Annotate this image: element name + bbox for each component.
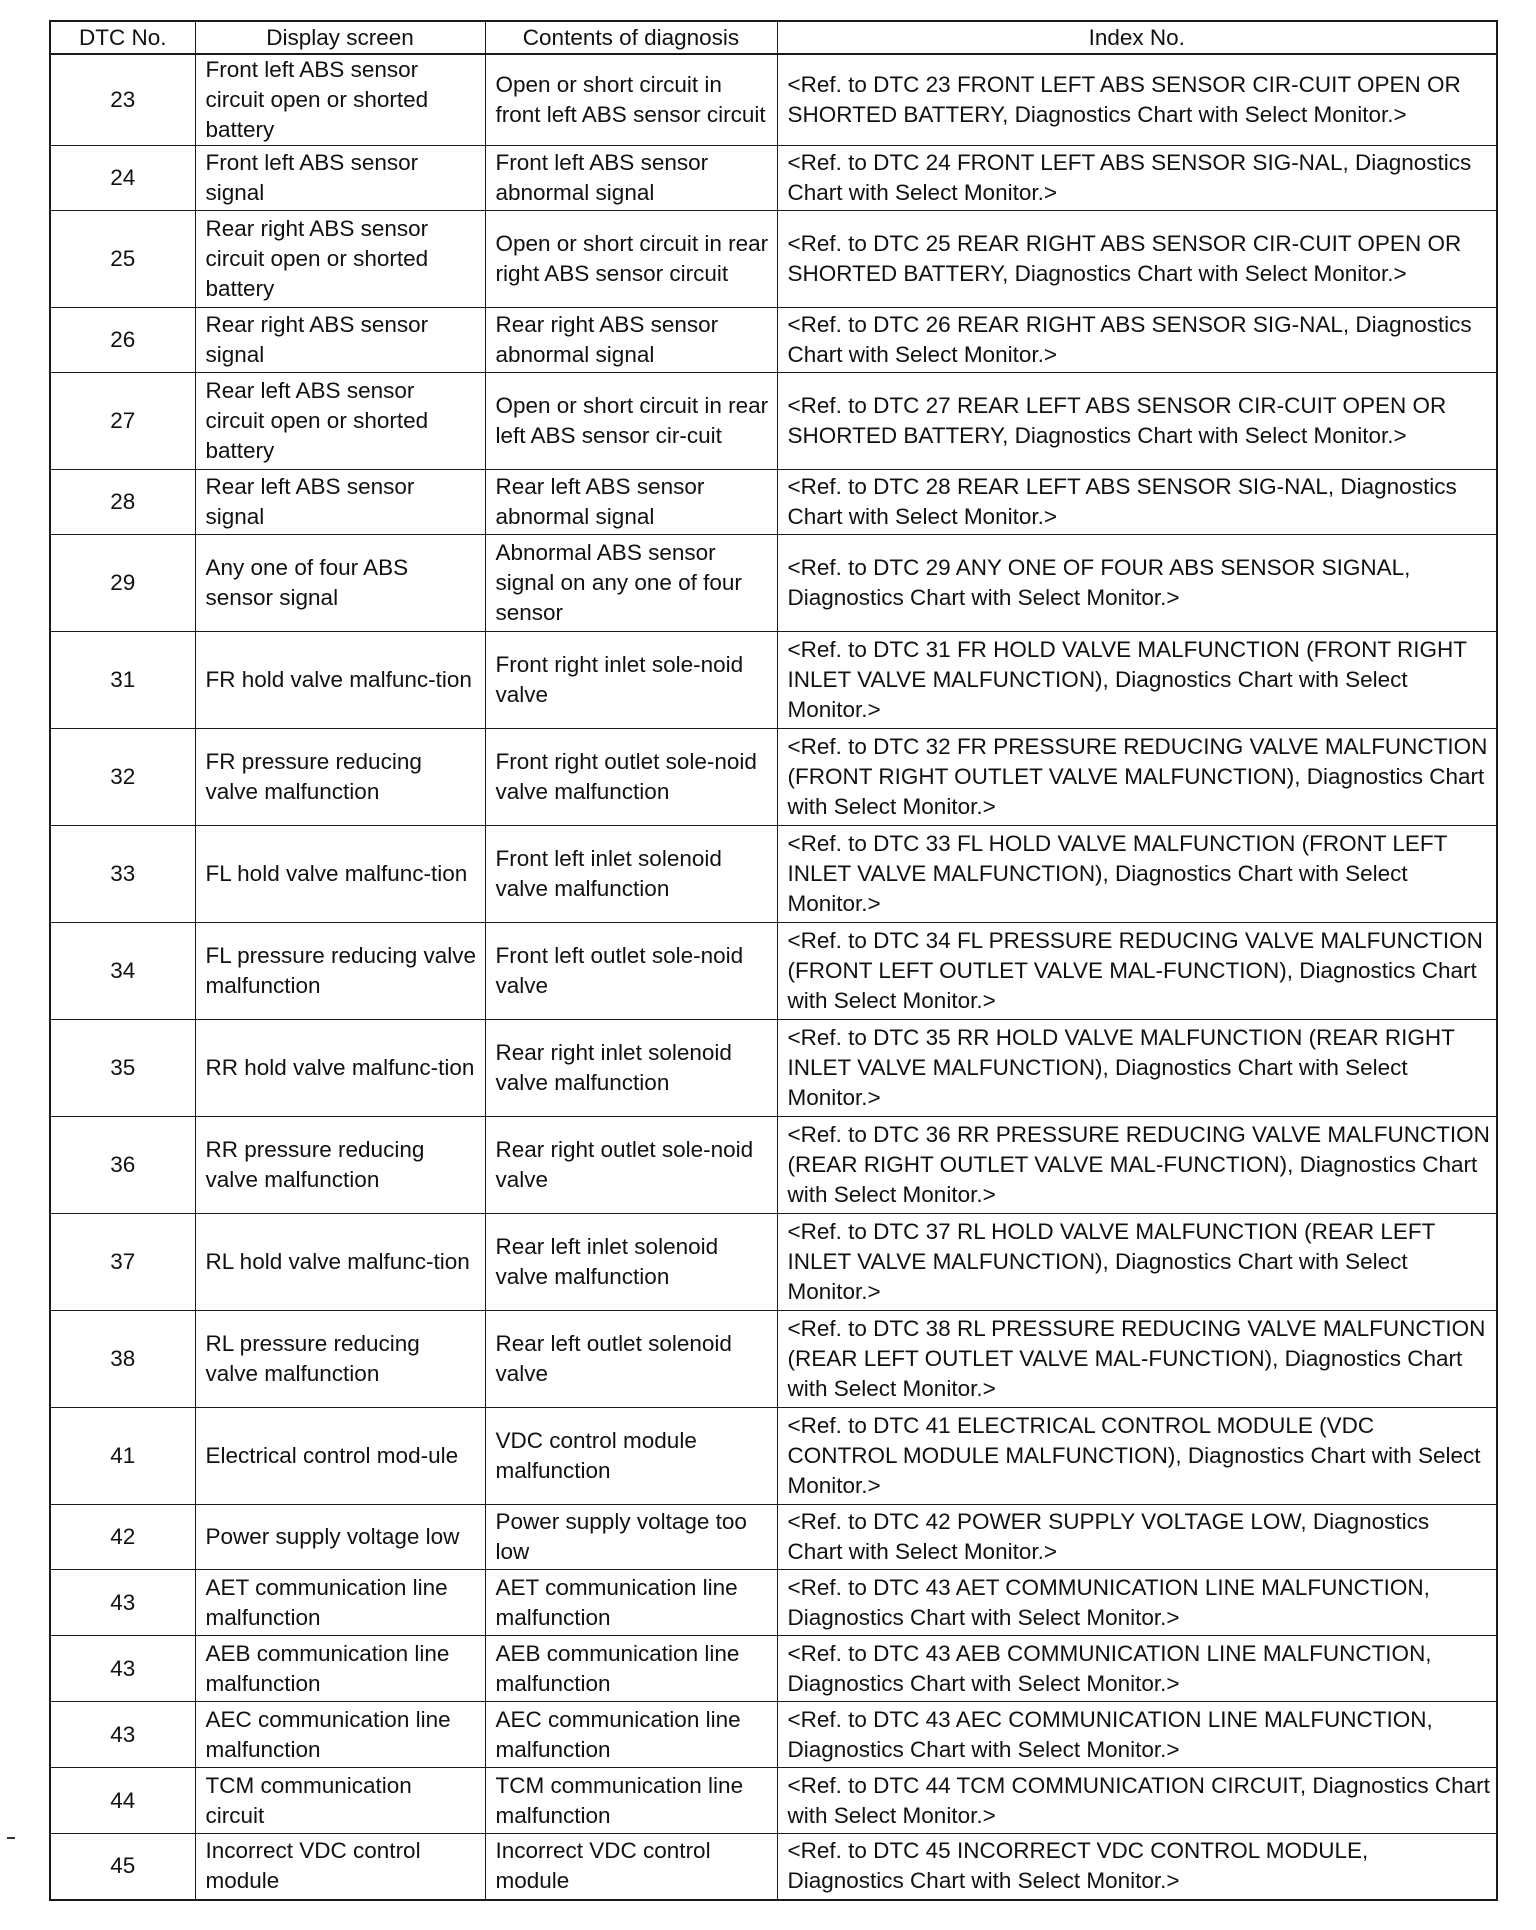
index-cell: <Ref. to DTC 26 REAR RIGHT ABS SENSOR SIG-NAL, Diagnostics Chart with Select Monitor.>	[777, 308, 1497, 373]
contents-cell: Front right inlet sole-noid valve	[485, 632, 777, 729]
table-row	[50, 1408, 1497, 1505]
table-row	[50, 211, 1497, 308]
table-row	[50, 1117, 1497, 1214]
display-screen-cell: Rear right ABS sensor signal	[195, 308, 485, 373]
index-cell: <Ref. to DTC 32 FR PRESSURE REDUCING VALVE MALFUNCTION (FRONT RIGHT OUTLET VALVE MALFUNCTION), Diagnostics Chart with Select Monitor.>	[777, 729, 1497, 826]
index-cell: <Ref. to DTC 45 INCORRECT VDC CONTROL MODULE, Diagnostics Chart with Select Monitor.>	[777, 1834, 1497, 1900]
index-cell: <Ref. to DTC 23 FRONT LEFT ABS SENSOR CIR-CUIT OPEN OR SHORTED BATTERY, Diagnostics Chart with Select Monitor.>	[777, 54, 1497, 146]
display-screen-cell: FL pressure reducing valve malfunction	[195, 923, 485, 1020]
dtc-number: 38	[50, 1311, 195, 1408]
display-screen-cell: Any one of four ABS sensor signal	[195, 535, 485, 632]
display-screen-cell: Rear left ABS sensor circuit open or shorted battery	[195, 373, 485, 470]
table-row	[50, 1768, 1497, 1834]
table-row	[50, 373, 1497, 470]
display-screen-cell: TCM communication circuit	[195, 1768, 485, 1834]
display-screen-cell: AEB communication line malfunction	[195, 1636, 485, 1702]
table-row	[50, 632, 1497, 729]
display-screen-cell: RL hold valve malfunc-tion	[195, 1214, 485, 1311]
display-screen-cell: Front left ABS sensor signal	[195, 146, 485, 211]
table-header-row	[50, 21, 1497, 54]
dtc-number: 41	[50, 1408, 195, 1505]
table-row	[50, 308, 1497, 373]
dtc-number: 43	[50, 1636, 195, 1702]
display-screen-cell: Rear right ABS sensor circuit open or shorted battery	[195, 211, 485, 308]
contents-cell: Incorrect VDC control module	[485, 1834, 777, 1900]
index-cell: <Ref. to DTC 24 FRONT LEFT ABS SENSOR SIG-NAL, Diagnostics Chart with Select Monitor.>	[777, 146, 1497, 211]
table-row	[50, 1214, 1497, 1311]
index-cell: <Ref. to DTC 37 RL HOLD VALVE MALFUNCTION (REAR LEFT INLET VALVE MALFUNCTION), Diagnostics Chart with Select Monitor.>	[777, 1214, 1497, 1311]
dtc-table	[49, 20, 1498, 1901]
index-cell: <Ref. to DTC 29 ANY ONE OF FOUR ABS SENSOR SIGNAL, Diagnostics Chart with Select Monitor.>	[777, 535, 1497, 632]
table-row	[50, 470, 1497, 535]
dtc-number: 28	[50, 470, 195, 535]
display-screen-cell: RR hold valve malfunc-tion	[195, 1020, 485, 1117]
header-index-no: Index No.	[777, 21, 1497, 54]
display-screen-cell: Rear left ABS sensor signal	[195, 470, 485, 535]
contents-cell: Rear left ABS sensor abnormal signal	[485, 470, 777, 535]
table-row	[50, 826, 1497, 923]
contents-cell: Open or short circuit in rear left ABS sensor cir-cuit	[485, 373, 777, 470]
margin-mark	[7, 1837, 15, 1839]
index-cell: <Ref. to DTC 27 REAR LEFT ABS SENSOR CIR-CUIT OPEN OR SHORTED BATTERY, Diagnostics Chart with Select Monitor.>	[777, 373, 1497, 470]
table-row	[50, 1505, 1497, 1570]
table-row	[50, 729, 1497, 826]
index-cell: <Ref. to DTC 31 FR HOLD VALVE MALFUNCTION (FRONT RIGHT INLET VALVE MALFUNCTION), Diagnostics Chart with Select Monitor.>	[777, 632, 1497, 729]
dtc-number: 42	[50, 1505, 195, 1570]
contents-cell: Rear left outlet solenoid valve	[485, 1311, 777, 1408]
dtc-number: 43	[50, 1702, 195, 1768]
dtc-number: 35	[50, 1020, 195, 1117]
table-row	[50, 1020, 1497, 1117]
display-screen-cell: RL pressure reducing valve malfunction	[195, 1311, 485, 1408]
display-screen-cell: FR pressure reducing valve malfunction	[195, 729, 485, 826]
header-dtc-no: DTC No.	[50, 21, 195, 54]
dtc-number: 36	[50, 1117, 195, 1214]
index-cell: <Ref. to DTC 35 RR HOLD VALVE MALFUNCTION (REAR RIGHT INLET VALVE MALFUNCTION), Diagnostics Chart with Select Monitor.>	[777, 1020, 1497, 1117]
dtc-number: 29	[50, 535, 195, 632]
dtc-number: 34	[50, 923, 195, 1020]
dtc-number: 32	[50, 729, 195, 826]
display-screen-cell: FL hold valve malfunc-tion	[195, 826, 485, 923]
dtc-number: 37	[50, 1214, 195, 1311]
contents-cell: Front left ABS sensor abnormal signal	[485, 146, 777, 211]
header-contents-of-diagnosis: Contents of diagnosis	[485, 21, 777, 54]
contents-cell: Front right outlet sole-noid valve malfunction	[485, 729, 777, 826]
dtc-number: 45	[50, 1834, 195, 1900]
dtc-number: 27	[50, 373, 195, 470]
header-display-screen: Display screen	[195, 21, 485, 54]
index-cell: <Ref. to DTC 43 AET COMMUNICATION LINE MALFUNCTION, Diagnostics Chart with Select Monitor.>	[777, 1570, 1497, 1636]
contents-cell: Rear right ABS sensor abnormal signal	[485, 308, 777, 373]
dtc-number: 44	[50, 1768, 195, 1834]
dtc-number: 24	[50, 146, 195, 211]
dtc-number: 23	[50, 54, 195, 146]
index-cell: <Ref. to DTC 38 RL PRESSURE REDUCING VALVE MALFUNCTION (REAR LEFT OUTLET VALVE MAL-FUNCTION), Diagnostics Chart with Select Monitor.>	[777, 1311, 1497, 1408]
display-screen-cell: RR pressure reducing valve malfunction	[195, 1117, 485, 1214]
index-cell: <Ref. to DTC 43 AEB COMMUNICATION LINE MALFUNCTION, Diagnostics Chart with Select Monitor.>	[777, 1636, 1497, 1702]
contents-cell: Rear left inlet solenoid valve malfunction	[485, 1214, 777, 1311]
contents-cell: Rear right outlet sole-noid valve	[485, 1117, 777, 1214]
contents-cell: VDC control module malfunction	[485, 1408, 777, 1505]
display-screen-cell: AET communication line malfunction	[195, 1570, 485, 1636]
dtc-number: 43	[50, 1570, 195, 1636]
contents-cell: TCM communication line malfunction	[485, 1768, 777, 1834]
dtc-number: 33	[50, 826, 195, 923]
display-screen-cell: Incorrect VDC control module	[195, 1834, 485, 1900]
display-screen-cell: Electrical control mod-ule	[195, 1408, 485, 1505]
index-cell: <Ref. to DTC 33 FL HOLD VALVE MALFUNCTION (FRONT LEFT INLET VALVE MALFUNCTION), Diagnostics Chart with Select Monitor.>	[777, 826, 1497, 923]
contents-cell: AET communication line malfunction	[485, 1570, 777, 1636]
table-row	[50, 54, 1497, 146]
index-cell: <Ref. to DTC 34 FL PRESSURE REDUCING VALVE MALFUNCTION (FRONT LEFT OUTLET VALVE MAL-FUNCTION), Diagnostics Chart with Select Monitor.>	[777, 923, 1497, 1020]
contents-cell: Front left outlet sole-noid valve	[485, 923, 777, 1020]
index-cell: <Ref. to DTC 42 POWER SUPPLY VOLTAGE LOW, Diagnostics Chart with Select Monitor.>	[777, 1505, 1497, 1570]
contents-cell: Rear right inlet solenoid valve malfunction	[485, 1020, 777, 1117]
index-cell: <Ref. to DTC 36 RR PRESSURE REDUCING VALVE MALFUNCTION (REAR RIGHT OUTLET VALVE MAL-FUNCTION), Diagnostics Chart with Select Monitor.>	[777, 1117, 1497, 1214]
contents-cell: AEB communication line malfunction	[485, 1636, 777, 1702]
table-row	[50, 1570, 1497, 1636]
index-cell: <Ref. to DTC 43 AEC COMMUNICATION LINE MALFUNCTION, Diagnostics Chart with Select Monitor.>	[777, 1702, 1497, 1768]
table-row	[50, 1636, 1497, 1702]
contents-cell: AEC communication line malfunction	[485, 1702, 777, 1768]
display-screen-cell: Front left ABS sensor circuit open or shorted battery	[195, 54, 485, 146]
contents-cell: Power supply voltage too low	[485, 1505, 777, 1570]
contents-cell: Open or short circuit in rear right ABS sensor circuit	[485, 211, 777, 308]
contents-cell: Front left inlet solenoid valve malfunction	[485, 826, 777, 923]
table-row	[50, 1702, 1497, 1768]
table-row	[50, 146, 1497, 211]
contents-cell: Abnormal ABS sensor signal on any one of four sensor	[485, 535, 777, 632]
display-screen-cell: AEC communication line malfunction	[195, 1702, 485, 1768]
table-row	[50, 1834, 1497, 1900]
index-cell: <Ref. to DTC 28 REAR LEFT ABS SENSOR SIG-NAL, Diagnostics Chart with Select Monitor.>	[777, 470, 1497, 535]
table-row	[50, 535, 1497, 632]
display-screen-cell: FR hold valve malfunc-tion	[195, 632, 485, 729]
dtc-number: 25	[50, 211, 195, 308]
display-screen-cell: Power supply voltage low	[195, 1505, 485, 1570]
contents-cell: Open or short circuit in front left ABS sensor circuit	[485, 54, 777, 146]
table-row	[50, 923, 1497, 1020]
dtc-number: 26	[50, 308, 195, 373]
index-cell: <Ref. to DTC 41 ELECTRICAL CONTROL MODULE (VDC CONTROL MODULE MALFUNCTION), Diagnostics Chart with Select Monitor.>	[777, 1408, 1497, 1505]
index-cell: <Ref. to DTC 44 TCM COMMUNICATION CIRCUIT, Diagnostics Chart with Select Monitor.>	[777, 1768, 1497, 1834]
index-cell: <Ref. to DTC 25 REAR RIGHT ABS SENSOR CIR-CUIT OPEN OR SHORTED BATTERY, Diagnostics Chart with Select Monitor.>	[777, 211, 1497, 308]
dtc-number: 31	[50, 632, 195, 729]
table-row	[50, 1311, 1497, 1408]
